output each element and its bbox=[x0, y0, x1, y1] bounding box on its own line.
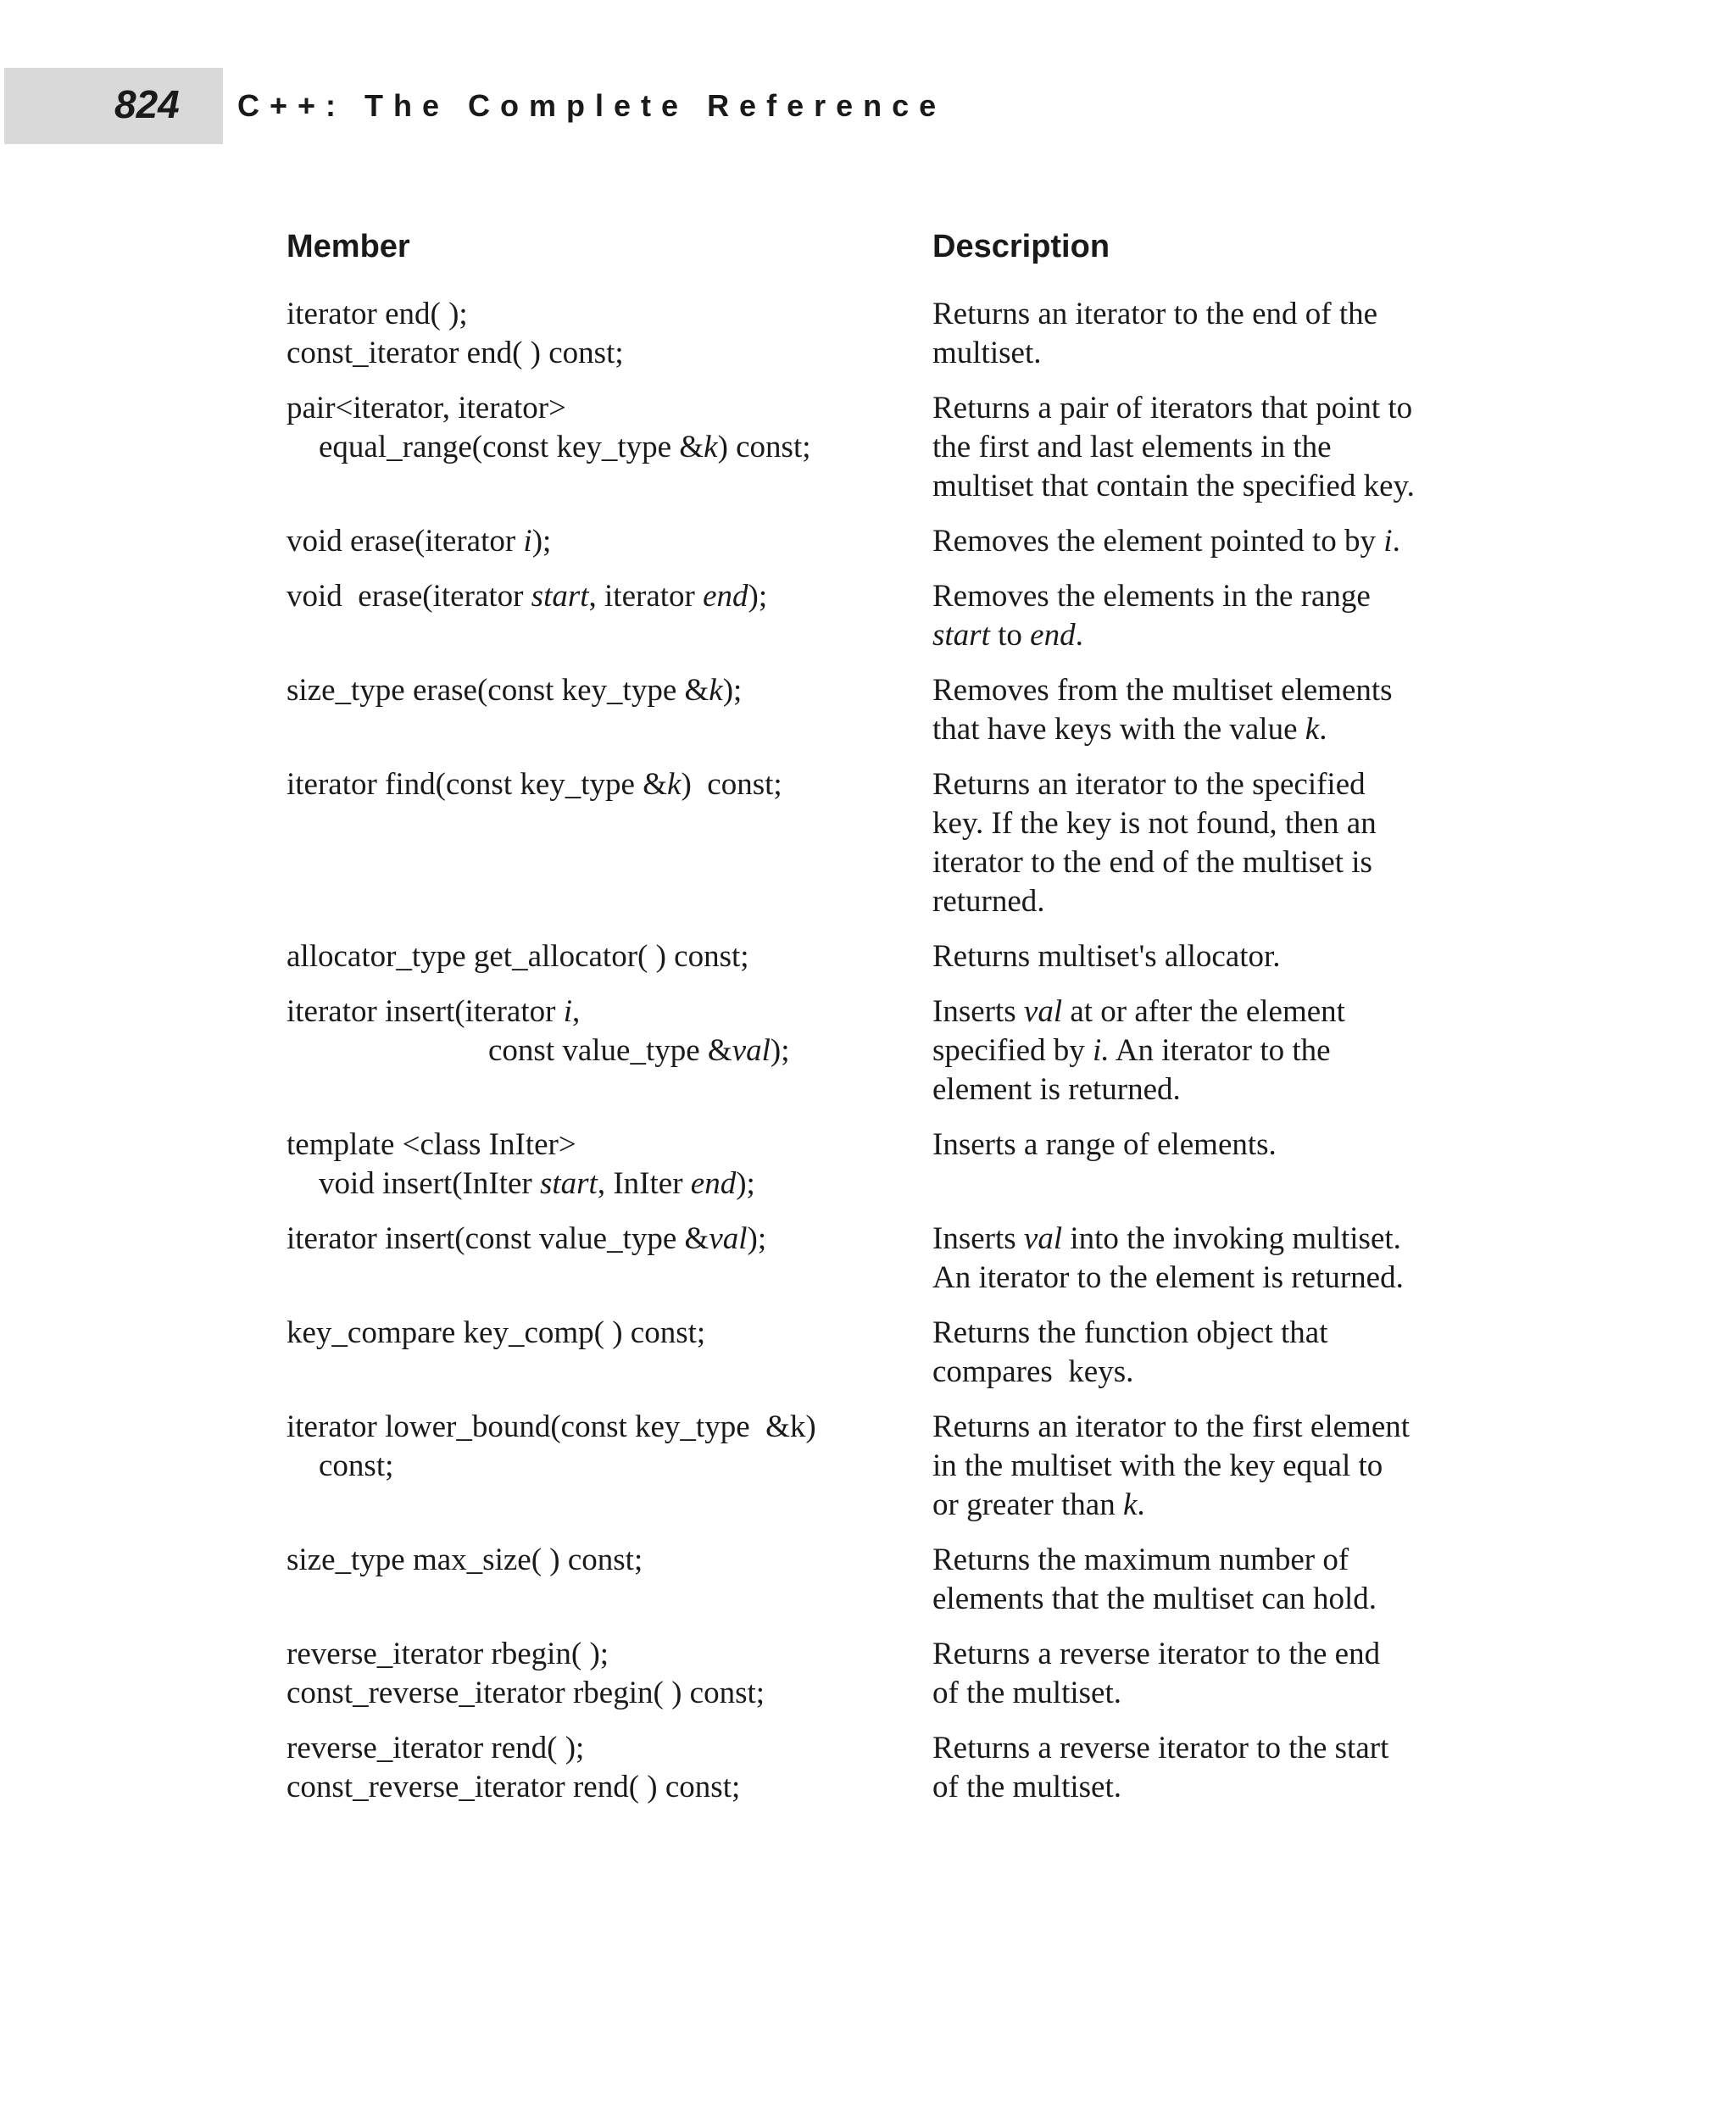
member-description bbox=[932, 389, 1490, 506]
description-column-heading: Description bbox=[932, 229, 1110, 264]
member-signature-line: const_reverse_iterator rend( ) const; bbox=[287, 1770, 741, 1804]
member-signature-line: reverse_iterator rend( ); bbox=[287, 1731, 585, 1765]
member-description-line: multiset that contain the specified key. bbox=[932, 469, 1415, 503]
table-row bbox=[287, 1729, 1490, 1807]
member-description bbox=[932, 522, 1490, 561]
table-row bbox=[287, 1220, 1490, 1298]
member-signature bbox=[287, 1541, 932, 1619]
member-description bbox=[932, 1126, 1490, 1204]
member-signature-line: iterator insert(iterator i, bbox=[287, 994, 581, 1029]
table-row bbox=[287, 765, 1490, 921]
table-header-row bbox=[287, 229, 1490, 295]
member-signature-line: reverse_iterator rbegin( ); bbox=[287, 1637, 609, 1671]
table-row bbox=[287, 1126, 1490, 1204]
member-description bbox=[932, 765, 1490, 921]
member-signature-line: size_type max_size( ) const; bbox=[287, 1543, 643, 1577]
member-signature bbox=[287, 765, 932, 921]
member-description-line: Returns a reverse iterator to the start bbox=[932, 1731, 1389, 1765]
member-description bbox=[932, 295, 1490, 373]
member-signature bbox=[287, 1408, 932, 1525]
member-signature bbox=[287, 992, 932, 1109]
member-signature-line: const_iterator end( ) const; bbox=[287, 336, 624, 370]
member-description bbox=[932, 671, 1490, 749]
member-signature-line: const; bbox=[319, 1448, 394, 1483]
member-signature-line: pair<iterator, iterator> bbox=[287, 391, 566, 425]
member-description bbox=[932, 1729, 1490, 1807]
member-description bbox=[932, 1635, 1490, 1713]
member-description-line: start to end. bbox=[932, 618, 1083, 653]
member-description bbox=[932, 1220, 1490, 1298]
member-signature bbox=[287, 1314, 932, 1392]
member-signature-line: equal_range(const key_type &k) const; bbox=[319, 430, 811, 464]
member-description-line: Removes the elements in the range bbox=[932, 579, 1371, 614]
table-row bbox=[287, 295, 1490, 373]
member-signature-line: iterator insert(const value_type &val); bbox=[287, 1221, 767, 1256]
member-signature bbox=[287, 1126, 932, 1204]
member-description-line: iterator to the end of the multiset is bbox=[932, 845, 1372, 880]
table-row bbox=[287, 992, 1490, 1109]
member-signature bbox=[287, 1635, 932, 1713]
member-description-line: Returns the function object that bbox=[932, 1315, 1328, 1350]
member-description-line: specified by i. An iterator to the bbox=[932, 1033, 1331, 1068]
member-description-line: Removes the element pointed to by i. bbox=[932, 524, 1400, 559]
member-description-line: multiset. bbox=[932, 336, 1042, 370]
member-description-line: of the multiset. bbox=[932, 1676, 1121, 1710]
member-description-line: the first and last elements in the bbox=[932, 430, 1332, 464]
member-description-line: Returns an iterator to the first element bbox=[932, 1409, 1410, 1444]
member-description bbox=[932, 1408, 1490, 1525]
member-signature-line: void erase(iterator start, iterator end); bbox=[287, 579, 768, 614]
member-signature-line: template <class InIter> bbox=[287, 1127, 576, 1162]
table-row bbox=[287, 671, 1490, 749]
member-signature-line: const_reverse_iterator rbegin( ) const; bbox=[287, 1676, 765, 1710]
member-description-line: element is returned. bbox=[932, 1072, 1181, 1107]
member-description-line: returned. bbox=[932, 884, 1045, 919]
member-signature-line: void insert(InIter start, InIter end); bbox=[319, 1166, 755, 1201]
member-description-line: key. If the key is not found, then an bbox=[932, 806, 1377, 841]
member-description-line: compares keys. bbox=[932, 1354, 1134, 1389]
running-head: C++: The Complete Reference bbox=[237, 88, 947, 123]
member-signature bbox=[287, 937, 932, 976]
member-description-line: Inserts val into the invoking multiset. bbox=[932, 1221, 1401, 1256]
member-description-line: Returns a pair of iterators that point to bbox=[932, 391, 1413, 425]
member-description bbox=[932, 577, 1490, 655]
page-number: 824 bbox=[114, 82, 180, 126]
member-description bbox=[932, 1541, 1490, 1619]
member-description-line: Inserts val at or after the element bbox=[932, 994, 1345, 1029]
member-signature bbox=[287, 389, 932, 506]
table-row bbox=[287, 522, 1490, 561]
member-description-line: Returns a reverse iterator to the end bbox=[932, 1637, 1381, 1671]
member-description-line: Returns the maximum number of bbox=[932, 1543, 1349, 1577]
member-signature-line: allocator_type get_allocator( ) const; bbox=[287, 939, 749, 974]
member-signature bbox=[287, 577, 932, 655]
table-row bbox=[287, 1314, 1490, 1392]
table-row bbox=[287, 1541, 1490, 1619]
table-row bbox=[287, 389, 1490, 506]
member-signature-line: key_compare key_comp( ) const; bbox=[287, 1315, 706, 1350]
member-description bbox=[932, 992, 1490, 1109]
member-signature-line: iterator lower_bound(const key_type &k) bbox=[287, 1409, 816, 1444]
member-reference-table bbox=[287, 229, 1490, 1823]
table-row bbox=[287, 937, 1490, 976]
member-description-line: Returns an iterator to the end of the bbox=[932, 297, 1378, 331]
member-signature bbox=[287, 1729, 932, 1807]
member-description-line: or greater than k. bbox=[932, 1487, 1145, 1522]
member-description bbox=[932, 937, 1490, 976]
member-description-line: Returns an iterator to the specified bbox=[932, 767, 1366, 802]
member-signature-line: const value_type &val); bbox=[488, 1033, 790, 1068]
member-signature bbox=[287, 671, 932, 749]
member-description-line: in the multiset with the key equal to bbox=[932, 1448, 1383, 1483]
member-description-line: elements that the multiset can hold. bbox=[932, 1582, 1377, 1616]
member-description-line: Removes from the multiset elements bbox=[932, 673, 1393, 708]
member-description-line: that have keys with the value k. bbox=[932, 712, 1327, 747]
member-signature-line: iterator find(const key_type &k) const; bbox=[287, 767, 782, 802]
member-description-line: Inserts a range of elements. bbox=[932, 1127, 1277, 1162]
member-signature-line: iterator end( ); bbox=[287, 297, 468, 331]
table-row bbox=[287, 1408, 1490, 1525]
member-signature-line: void erase(iterator i); bbox=[287, 524, 552, 559]
member-signature-line: size_type erase(const key_type &k); bbox=[287, 673, 743, 708]
member-description-line: Returns multiset's allocator. bbox=[932, 939, 1281, 974]
table-row bbox=[287, 577, 1490, 655]
table-row bbox=[287, 1635, 1490, 1713]
table-body bbox=[287, 295, 1490, 1807]
page-number-tab bbox=[4, 68, 223, 144]
member-description bbox=[932, 1314, 1490, 1392]
member-description-line: An iterator to the element is returned. bbox=[932, 1260, 1404, 1295]
member-description-line: of the multiset. bbox=[932, 1770, 1121, 1804]
member-column-heading: Member bbox=[287, 229, 410, 264]
member-signature bbox=[287, 1220, 932, 1298]
member-signature bbox=[287, 295, 932, 373]
member-signature bbox=[287, 522, 932, 561]
